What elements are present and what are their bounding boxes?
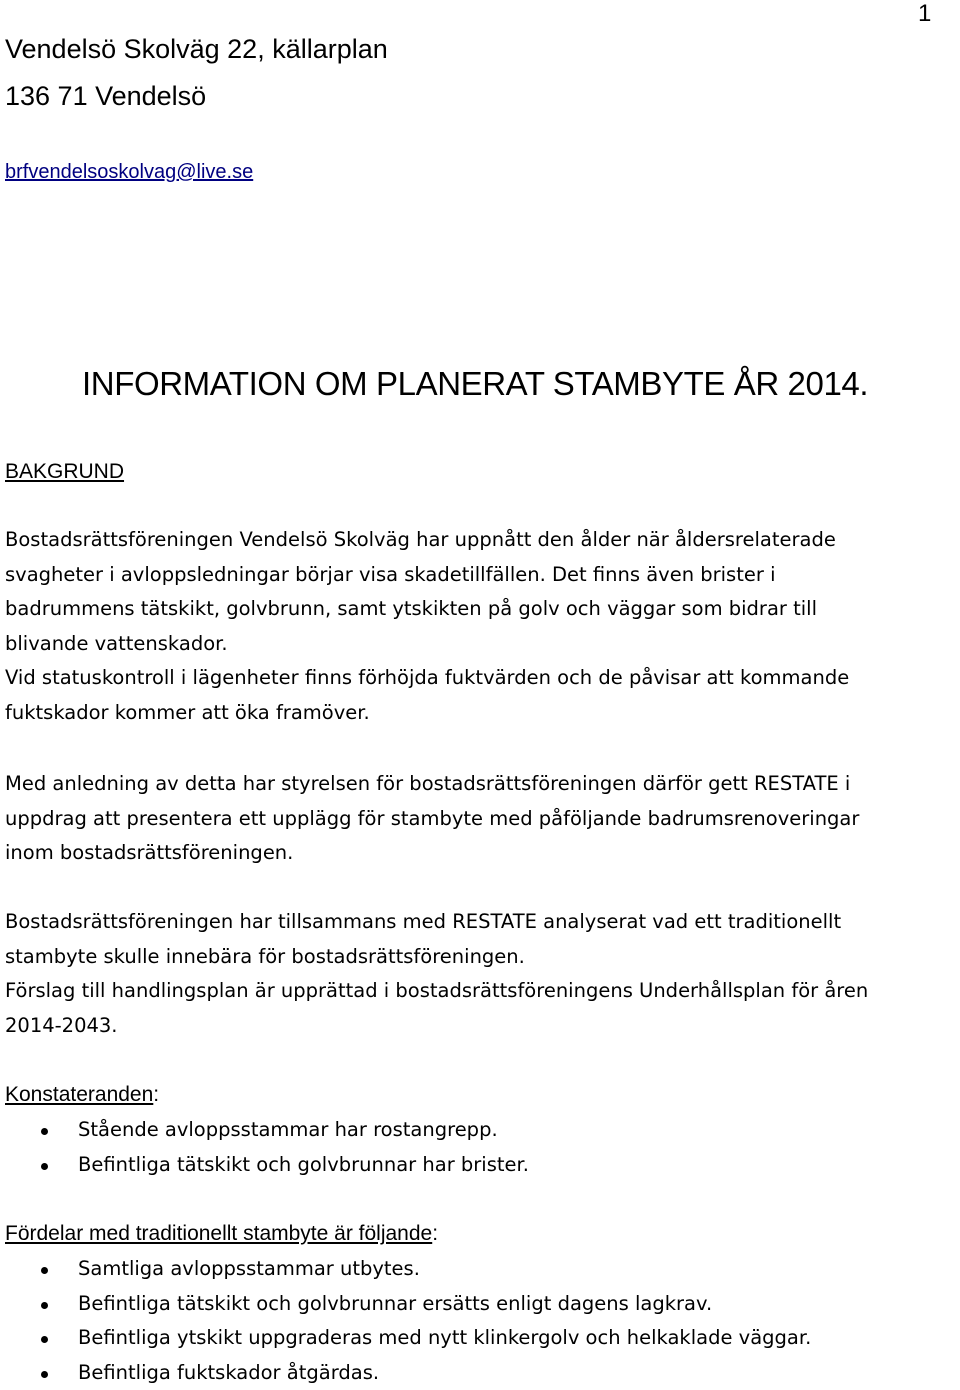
paragraph-line: blivande vattenskador.: [5, 631, 228, 655]
list-item: [5, 1252, 811, 1287]
list-item: [5, 1321, 811, 1356]
paragraph-line: uppdrag att presentera ett upplägg för stambyte med påföljande badrumsrenoveringar: [5, 806, 860, 830]
address-street: Vendelsö Skolväg 22, källarplan: [5, 34, 388, 64]
advantages-list: [5, 1252, 811, 1390]
bullet-icon: [41, 1371, 48, 1378]
email-link[interactable]: brfvendelsoskolvag@live.se: [5, 161, 254, 183]
bullet-icon: [41, 1302, 48, 1309]
list-item-text: Befintliga tätskikt och golvbrunnar har brister.: [78, 1152, 529, 1176]
list-item-text: Befintliga tätskikt och golvbrunnar ersätts enligt dagens lagkrav.: [78, 1291, 713, 1315]
list-item-text: Befintliga ytskikt uppgraderas med nytt klinkergolv och helkaklade väggar.: [78, 1326, 812, 1350]
paragraph-line: Bostadsrättsföreningen har tillsammans med RESTATE analyserat vad ett traditionellt: [5, 910, 842, 933]
list-item-text: Samtliga avloppsstammar utbytes.: [78, 1257, 420, 1280]
section-heading-background: BAKGRUND: [5, 460, 125, 483]
bullet-icon: [41, 1267, 48, 1274]
bullet-icon: [41, 1163, 48, 1170]
address-postal: 136 71 Vendelsö: [5, 81, 207, 111]
list-item: [5, 1356, 811, 1390]
paragraph-line: Med anledning av detta har styrelsen för bostadsrättsföreningen därför gett RESTATE i: [5, 772, 851, 795]
paragraph-line: Bostadsrättsföreningen Vendelsö Skolväg har uppnått den ålder när åldersrelaterade: [5, 528, 836, 551]
paragraph-background-2: [5, 767, 956, 871]
bullet-icon: [41, 1336, 48, 1343]
section-heading-findings: [5, 1081, 159, 1109]
document-title: INFORMATION OM PLANERAT STAMBYTE ÅR 2014.: [82, 365, 869, 402]
paragraph-background-3: [5, 905, 956, 1043]
findings-heading-text: Konstateranden: [5, 1083, 154, 1106]
advantages-heading-text: Fördelar med traditionellt stambyte är följande: [5, 1222, 433, 1245]
paragraph-line: badrummens tätskikt, golvbrunn, samt ytskikten på golv och väggar som bidrar till: [5, 597, 818, 621]
paragraph-line: svagheter i avloppsledningar börjar visa skadetillfällen. Det finns även brister i: [5, 562, 776, 586]
paragraph-line: 2014-2043.: [5, 1013, 118, 1037]
list-item: [5, 1148, 529, 1183]
list-item: [5, 1287, 811, 1322]
paragraph-line: fuktskador kommer att öka framöver.: [5, 700, 370, 724]
paragraph-line: stambyte skulle innebära för bostadsrättsföreningen.: [5, 944, 525, 968]
paragraph-line: Vid statuskontroll i lägenheter finns förhöjda fuktvärden och de påvisar att kommande: [5, 666, 850, 690]
advantages-heading-colon: :: [432, 1222, 439, 1245]
bullet-icon: [41, 1128, 48, 1135]
list-item-text: Stående avloppsstammar har rostangrepp.: [78, 1118, 498, 1141]
section-heading-advantages: [5, 1220, 438, 1248]
paragraph-line: Förslag till handlingsplan är upprättad i bostadsrättsföreningens Underhållsplan för åren: [5, 979, 869, 1003]
paragraph-line: inom bostadsrättsföreningen.: [5, 841, 294, 865]
list-item: [5, 1113, 529, 1148]
list-item-text: Befintliga fuktskador åtgärdas.: [78, 1360, 380, 1384]
page-number: 1: [918, 0, 932, 27]
paragraph-background-1: [5, 523, 956, 731]
findings-heading-colon: :: [153, 1083, 160, 1106]
findings-list: [5, 1113, 529, 1182]
